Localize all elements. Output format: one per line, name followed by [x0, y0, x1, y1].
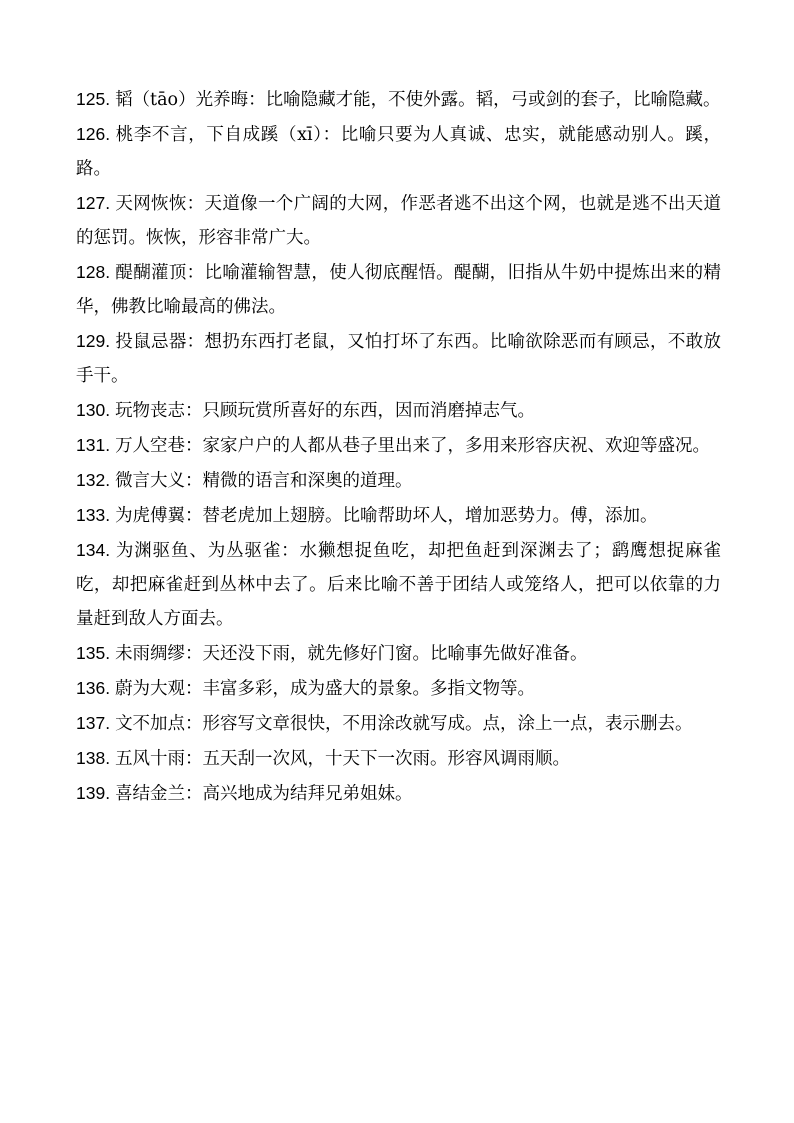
entry-number: 131. — [76, 435, 111, 455]
entry-number: 138. — [76, 748, 111, 768]
entry-text: 文不加点：形容写文章很快，不用涂改就写成。点，涂上一点，表示删去。 — [115, 714, 693, 734]
entry-number: 127. — [76, 193, 111, 213]
entry-text: 未雨绸缪：天还没下雨，就先修好门窗。比喻事先做好准备。 — [115, 644, 588, 664]
entry-number: 134. — [76, 540, 111, 560]
entry-text: 万人空巷：家家户户的人都从巷子里出来了，多用来形容庆祝、欢迎等盛况。 — [115, 436, 711, 456]
entry-text: 韬（tāo）光养晦：比喻隐藏才能，不使外露。韬，弓或剑的套子，比喻隐藏。 — [115, 90, 721, 110]
entry-number: 133. — [76, 505, 111, 525]
idiom-entry-125 — [76, 82, 721, 117]
entry-text: 天网恢恢：天道像一个广阔的大网，作恶者逃不出这个网，也就是逃不出天道的惩罚。恢恢，形容非常广大。 — [76, 194, 721, 248]
entry-number: 139. — [76, 783, 111, 803]
idiom-entry-136 — [76, 671, 721, 706]
entry-number: 128. — [76, 262, 111, 282]
entry-number: 135. — [76, 643, 111, 663]
entry-text: 投鼠忌器：想扔东西打老鼠，又怕打坏了东西。比喻欲除恶而有顾忌，不敢放手干。 — [76, 332, 721, 386]
entry-text: 喜结金兰：高兴地成为结拜兄弟姐妹。 — [115, 784, 413, 804]
document-page — [76, 82, 721, 811]
entry-text: 微言大义：精微的语言和深奥的道理。 — [115, 471, 413, 491]
idiom-entry-139 — [76, 776, 721, 811]
idiom-entry-130 — [76, 393, 721, 428]
entry-number: 125. — [76, 89, 111, 109]
entry-text: 五风十雨：五天刮一次风，十天下一次雨。形容风调雨顺。 — [115, 749, 571, 769]
idiom-entry-135 — [76, 636, 721, 671]
entry-text: 桃李不言，下自成蹊（xī）：比喻只要为人真诚、忠实，就能感动别人。蹊，路。 — [76, 125, 721, 179]
entry-number: 130. — [76, 400, 111, 420]
idiom-entry-131 — [76, 428, 721, 463]
entry-number: 126. — [76, 124, 111, 144]
idiom-entry-133 — [76, 498, 721, 533]
idiom-entry-128 — [76, 255, 721, 324]
idiom-entry-129 — [76, 324, 721, 393]
entry-number: 129. — [76, 331, 111, 351]
entry-text: 玩物丧志：只顾玩赏所喜好的东西，因而消磨掉志气。 — [115, 401, 536, 421]
entry-text: 醍醐灌顶：比喻灌输智慧，使人彻底醒悟。醍醐，旧指从牛奶中提炼出来的精华，佛教比喻最高的佛法。 — [76, 263, 721, 317]
entry-number: 136. — [76, 678, 111, 698]
entry-text: 为渊驱鱼、为丛驱雀：水獭想捉鱼吃，却把鱼赶到深渊去了；鹞鹰想捉麻雀吃，却把麻雀赶到丛林中去了。后来比喻不善于团结人或笼络人，把可以依靠的力量赶到敌人方面去。 — [76, 541, 721, 629]
idiom-entry-134 — [76, 533, 721, 636]
idiom-entry-126 — [76, 117, 721, 186]
idiom-entry-127 — [76, 186, 721, 255]
entry-text: 为虎傅翼：替老虎加上翅膀。比喻帮助坏人，增加恶势力。傅，添加。 — [115, 506, 658, 526]
entry-text: 蔚为大观：丰富多彩，成为盛大的景象。多指文物等。 — [115, 679, 536, 699]
entry-number: 137. — [76, 713, 111, 733]
idiom-entry-138 — [76, 741, 721, 776]
idiom-entry-137 — [76, 706, 721, 741]
entry-number: 132. — [76, 470, 111, 490]
idiom-entry-132 — [76, 463, 721, 498]
